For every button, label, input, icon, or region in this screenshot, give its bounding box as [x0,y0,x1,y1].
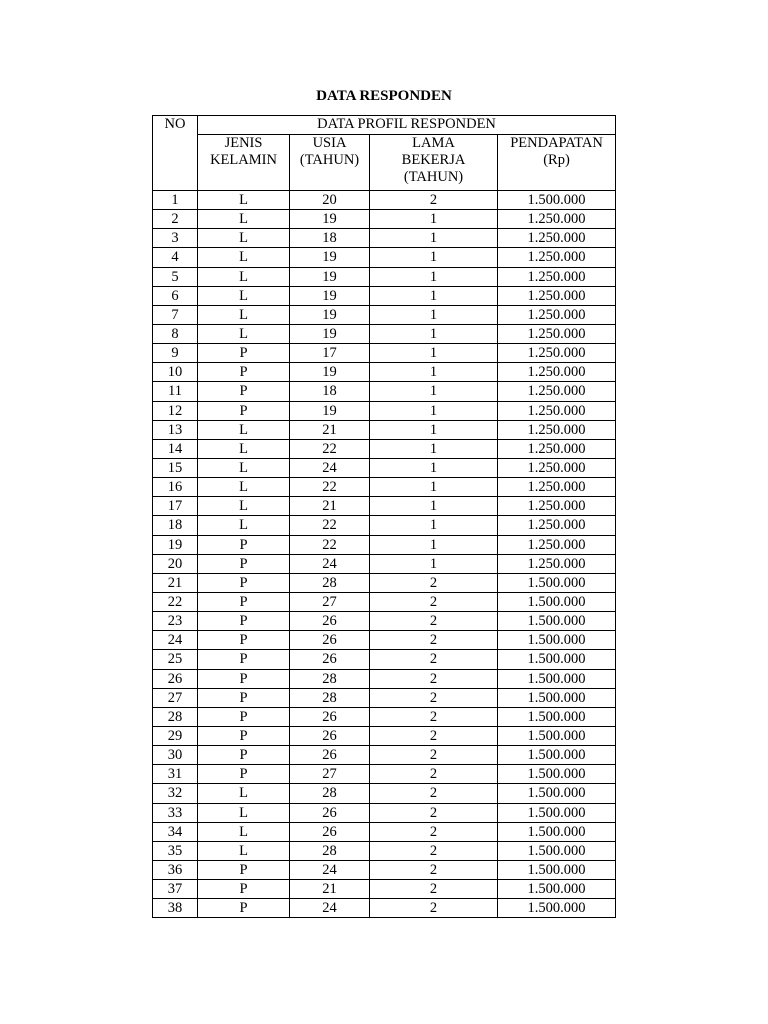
table-row [153,363,616,382]
cell-gender: P [198,726,290,745]
header-no: NO [153,116,198,191]
cell-gender: P [198,401,290,420]
table-row [153,746,616,765]
cell-age: 19 [290,363,370,382]
cell-no: 11 [153,382,198,401]
table-row [153,497,616,516]
table-row [153,324,616,343]
cell-age: 19 [290,267,370,286]
table-row [153,650,616,669]
cell-gender: L [198,286,290,305]
table-row [153,420,616,439]
cell-gender: L [198,439,290,458]
cell-age: 28 [290,669,370,688]
cell-tenure: 2 [370,746,498,765]
cell-gender: P [198,573,290,592]
table-row [153,401,616,420]
cell-income: 1.250.000 [498,458,616,477]
cell-age: 27 [290,592,370,611]
cell-tenure: 2 [370,592,498,611]
cell-age: 22 [290,478,370,497]
cell-income: 1.250.000 [498,210,616,229]
table-row [153,458,616,477]
cell-age: 28 [290,573,370,592]
cell-age: 24 [290,554,370,573]
cell-tenure: 1 [370,344,498,363]
table-row [153,803,616,822]
table-row [153,439,616,458]
cell-income: 1.500.000 [498,592,616,611]
cell-gender: P [198,669,290,688]
cell-age: 26 [290,803,370,822]
table-row [153,382,616,401]
cell-gender: P [198,688,290,707]
cell-tenure: 2 [370,669,498,688]
cell-gender: P [198,612,290,631]
table-row [153,229,616,248]
header-profile-group: DATA PROFIL RESPONDEN [198,116,616,135]
header-income: PENDAPATAN (Rp) [498,135,616,191]
cell-gender: L [198,229,290,248]
cell-tenure: 2 [370,726,498,745]
cell-age: 18 [290,382,370,401]
cell-gender: P [198,650,290,669]
cell-gender: L [198,458,290,477]
cell-gender: P [198,382,290,401]
cell-income: 1.500.000 [498,822,616,841]
cell-age: 22 [290,439,370,458]
table-row [153,631,616,650]
cell-income: 1.500.000 [498,573,616,592]
header-gender: JENIS KELAMIN [198,135,290,191]
cell-income: 1.500.000 [498,612,616,631]
cell-no: 34 [153,822,198,841]
cell-age: 28 [290,784,370,803]
cell-age: 19 [290,305,370,324]
cell-tenure: 2 [370,707,498,726]
cell-gender: L [198,420,290,439]
cell-age: 28 [290,841,370,860]
cell-no: 13 [153,420,198,439]
header-age: USIA (TAHUN) [290,135,370,191]
cell-age: 21 [290,497,370,516]
cell-age: 24 [290,899,370,918]
table-row [153,210,616,229]
table-row [153,707,616,726]
cell-tenure: 2 [370,860,498,879]
cell-tenure: 2 [370,784,498,803]
cell-tenure: 1 [370,554,498,573]
cell-no: 24 [153,631,198,650]
cell-tenure: 2 [370,573,498,592]
cell-income: 1.500.000 [498,707,616,726]
cell-no: 16 [153,478,198,497]
cell-no: 10 [153,363,198,382]
cell-income: 1.250.000 [498,267,616,286]
cell-gender: P [198,592,290,611]
cell-age: 17 [290,344,370,363]
cell-age: 26 [290,707,370,726]
cell-age: 26 [290,650,370,669]
cell-income: 1.250.000 [498,420,616,439]
cell-no: 23 [153,612,198,631]
cell-income: 1.500.000 [498,899,616,918]
cell-no: 27 [153,688,198,707]
cell-no: 4 [153,248,198,267]
cell-tenure: 2 [370,688,498,707]
cell-no: 37 [153,880,198,899]
cell-income: 1.500.000 [498,191,616,210]
cell-no: 28 [153,707,198,726]
respondent-table [152,115,616,918]
table-row [153,822,616,841]
cell-tenure: 1 [370,401,498,420]
cell-age: 24 [290,860,370,879]
table-row [153,726,616,745]
cell-tenure: 1 [370,420,498,439]
cell-income: 1.500.000 [498,726,616,745]
cell-gender: L [198,516,290,535]
table-row [153,784,616,803]
cell-no: 32 [153,784,198,803]
table-row [153,880,616,899]
cell-gender: P [198,631,290,650]
cell-tenure: 1 [370,210,498,229]
table-row [153,669,616,688]
cell-gender: L [198,267,290,286]
cell-income: 1.250.000 [498,324,616,343]
cell-tenure: 2 [370,880,498,899]
cell-income: 1.250.000 [498,305,616,324]
cell-income: 1.250.000 [498,248,616,267]
cell-income: 1.500.000 [498,841,616,860]
cell-gender: L [198,324,290,343]
table-row [153,688,616,707]
cell-tenure: 1 [370,305,498,324]
cell-gender: P [198,899,290,918]
table-row [153,248,616,267]
cell-income: 1.250.000 [498,439,616,458]
cell-no: 3 [153,229,198,248]
cell-gender: P [198,880,290,899]
table-row [153,554,616,573]
table-row [153,573,616,592]
cell-no: 35 [153,841,198,860]
table-row [153,286,616,305]
cell-gender: P [198,344,290,363]
cell-income: 1.250.000 [498,516,616,535]
cell-no: 19 [153,535,198,554]
cell-tenure: 2 [370,650,498,669]
cell-age: 26 [290,631,370,650]
cell-tenure: 2 [370,612,498,631]
cell-age: 26 [290,612,370,631]
cell-income: 1.500.000 [498,803,616,822]
cell-no: 20 [153,554,198,573]
cell-income: 1.250.000 [498,478,616,497]
cell-age: 19 [290,401,370,420]
cell-age: 22 [290,516,370,535]
cell-age: 18 [290,229,370,248]
table-row [153,535,616,554]
cell-age: 26 [290,726,370,745]
cell-tenure: 1 [370,516,498,535]
cell-gender: L [198,305,290,324]
cell-income: 1.500.000 [498,688,616,707]
cell-income: 1.250.000 [498,535,616,554]
table-row [153,516,616,535]
cell-income: 1.250.000 [498,401,616,420]
cell-gender: L [198,784,290,803]
cell-age: 26 [290,746,370,765]
cell-age: 19 [290,248,370,267]
cell-income: 1.250.000 [498,344,616,363]
table-row [153,765,616,784]
cell-no: 31 [153,765,198,784]
cell-age: 27 [290,765,370,784]
cell-income: 1.500.000 [498,746,616,765]
cell-gender: L [198,191,290,210]
cell-tenure: 1 [370,286,498,305]
cell-age: 19 [290,324,370,343]
cell-no: 33 [153,803,198,822]
cell-gender: L [198,248,290,267]
cell-gender: P [198,746,290,765]
cell-age: 24 [290,458,370,477]
cell-income: 1.500.000 [498,631,616,650]
cell-income: 1.250.000 [498,286,616,305]
cell-gender: L [198,497,290,516]
cell-age: 21 [290,880,370,899]
cell-no: 12 [153,401,198,420]
table-row [153,478,616,497]
cell-no: 9 [153,344,198,363]
cell-gender: L [198,841,290,860]
cell-age: 19 [290,210,370,229]
cell-no: 36 [153,860,198,879]
document-title: DATA RESPONDEN [316,88,452,104]
cell-no: 18 [153,516,198,535]
cell-tenure: 1 [370,267,498,286]
cell-income: 1.500.000 [498,765,616,784]
table-row [153,191,616,210]
cell-income: 1.500.000 [498,669,616,688]
cell-tenure: 1 [370,497,498,516]
table-row [153,841,616,860]
cell-gender: P [198,554,290,573]
cell-income: 1.250.000 [498,382,616,401]
cell-no: 2 [153,210,198,229]
cell-no: 8 [153,324,198,343]
table-row [153,305,616,324]
cell-gender: P [198,535,290,554]
cell-age: 26 [290,822,370,841]
header-tenure: LAMA BEKERJA (TAHUN) [370,135,498,191]
cell-income: 1.500.000 [498,880,616,899]
cell-tenure: 2 [370,841,498,860]
cell-gender: L [198,210,290,229]
cell-gender: L [198,822,290,841]
cell-tenure: 2 [370,899,498,918]
cell-tenure: 2 [370,765,498,784]
cell-gender: P [198,363,290,382]
cell-no: 7 [153,305,198,324]
cell-income: 1.250.000 [498,554,616,573]
cell-income: 1.500.000 [498,784,616,803]
cell-tenure: 1 [370,229,498,248]
cell-tenure: 2 [370,631,498,650]
table-row [153,612,616,631]
cell-no: 22 [153,592,198,611]
cell-tenure: 1 [370,478,498,497]
cell-tenure: 1 [370,248,498,267]
cell-income: 1.250.000 [498,497,616,516]
cell-tenure: 1 [370,458,498,477]
cell-age: 22 [290,535,370,554]
table-row [153,860,616,879]
cell-no: 6 [153,286,198,305]
cell-tenure: 2 [370,803,498,822]
cell-age: 28 [290,688,370,707]
cell-gender: P [198,765,290,784]
cell-gender: L [198,478,290,497]
cell-tenure: 1 [370,363,498,382]
cell-no: 5 [153,267,198,286]
cell-income: 1.250.000 [498,363,616,382]
table-body [153,191,616,918]
cell-no: 1 [153,191,198,210]
cell-gender: P [198,707,290,726]
cell-gender: L [198,803,290,822]
cell-no: 26 [153,669,198,688]
cell-income: 1.250.000 [498,229,616,248]
cell-tenure: 1 [370,535,498,554]
table-row [153,899,616,918]
cell-no: 15 [153,458,198,477]
cell-tenure: 1 [370,324,498,343]
table-row [153,267,616,286]
table-row [153,592,616,611]
cell-tenure: 2 [370,822,498,841]
cell-no: 21 [153,573,198,592]
cell-tenure: 2 [370,191,498,210]
table-row [153,344,616,363]
cell-gender: P [198,860,290,879]
cell-no: 29 [153,726,198,745]
cell-tenure: 1 [370,439,498,458]
cell-no: 30 [153,746,198,765]
cell-income: 1.500.000 [498,860,616,879]
cell-no: 17 [153,497,198,516]
cell-no: 25 [153,650,198,669]
cell-no: 14 [153,439,198,458]
cell-tenure: 1 [370,382,498,401]
cell-income: 1.500.000 [498,650,616,669]
cell-age: 20 [290,191,370,210]
cell-age: 21 [290,420,370,439]
cell-age: 19 [290,286,370,305]
cell-no: 38 [153,899,198,918]
